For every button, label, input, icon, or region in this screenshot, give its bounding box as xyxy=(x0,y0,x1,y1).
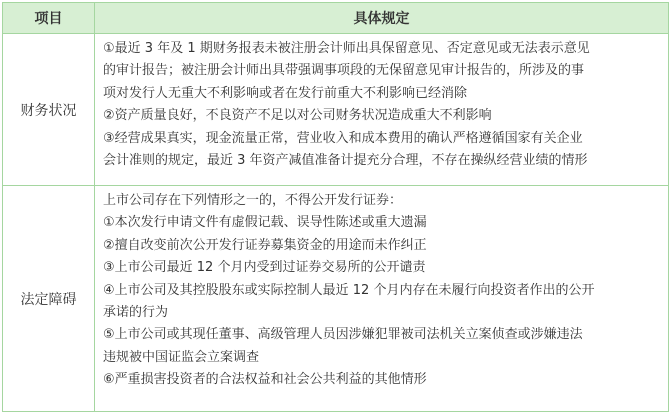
header-item: 项目 xyxy=(3,3,95,34)
legal-line-5: ④上市公司及其控股股东或实际控制人最近 12 个月内存在未履行向投资者作出的公开 xyxy=(103,282,595,298)
row-content-financial xyxy=(95,34,669,186)
legal-line-2: ①本次发行申请文件有虚假记载、误导性陈述或重大遗漏 xyxy=(103,215,427,231)
legal-line-9: ⑥严重损害投资者的合法权益和社会公共利益的其他情形 xyxy=(103,372,427,388)
financial-line-4: ②资产质量良好，不良资产不足以对公司财务状况造成重大不利影响 xyxy=(103,108,492,124)
legal-line-8: 违规被中国证监会立案调查 xyxy=(103,349,260,365)
legal-line-1: 上市公司存在下列情形之一的，不得公开发行证券： xyxy=(103,193,403,208)
legal-line-6: 承诺的行为 xyxy=(103,305,169,321)
table-header-row xyxy=(3,3,669,34)
financial-line-6: 会计准则的规定，最近 3 年资产减值准备计提充分合理，不存在操纵经营业绩的情形 xyxy=(103,153,588,169)
table-row-legal xyxy=(3,186,669,412)
table-row-financial xyxy=(3,34,669,186)
legal-line-3: ②擅自改变前次公开发行证券募集资金的用途而未作纠正 xyxy=(103,237,427,253)
row-label-legal: 法定障碍 xyxy=(3,186,95,412)
financial-line-3: 项对发行人无重大不利影响或者在发行前重大不利影响已经消除 xyxy=(103,85,468,101)
legal-line-7: ⑤上市公司或其现任董事、高级管理人员因涉嫌犯罪被司法机关立案侦查或涉嫌违法 xyxy=(103,327,583,343)
row-content-legal xyxy=(95,186,669,412)
header-detail: 具体规定 xyxy=(95,3,669,34)
financial-line-1: ①最近 3 年及 1 期财务报表未被注册会计师出具保留意见、否定意见或无法表示意见 xyxy=(103,41,590,56)
legal-line-4: ③上市公司最近 12 个月内受到过证券交易所的公开谴责 xyxy=(103,260,426,276)
financial-line-5: ③经营成果真实，现金流量正常，营业收入和成本费用的确认严格遵循国家有关企业 xyxy=(103,130,583,146)
row-label-financial: 财务状况 xyxy=(3,34,95,186)
regulation-table xyxy=(2,2,669,412)
financial-line-2: 的审计报告；被注册会计师出具带强调事项段的无保留意见审计报告的，所涉及的事 xyxy=(103,63,585,79)
